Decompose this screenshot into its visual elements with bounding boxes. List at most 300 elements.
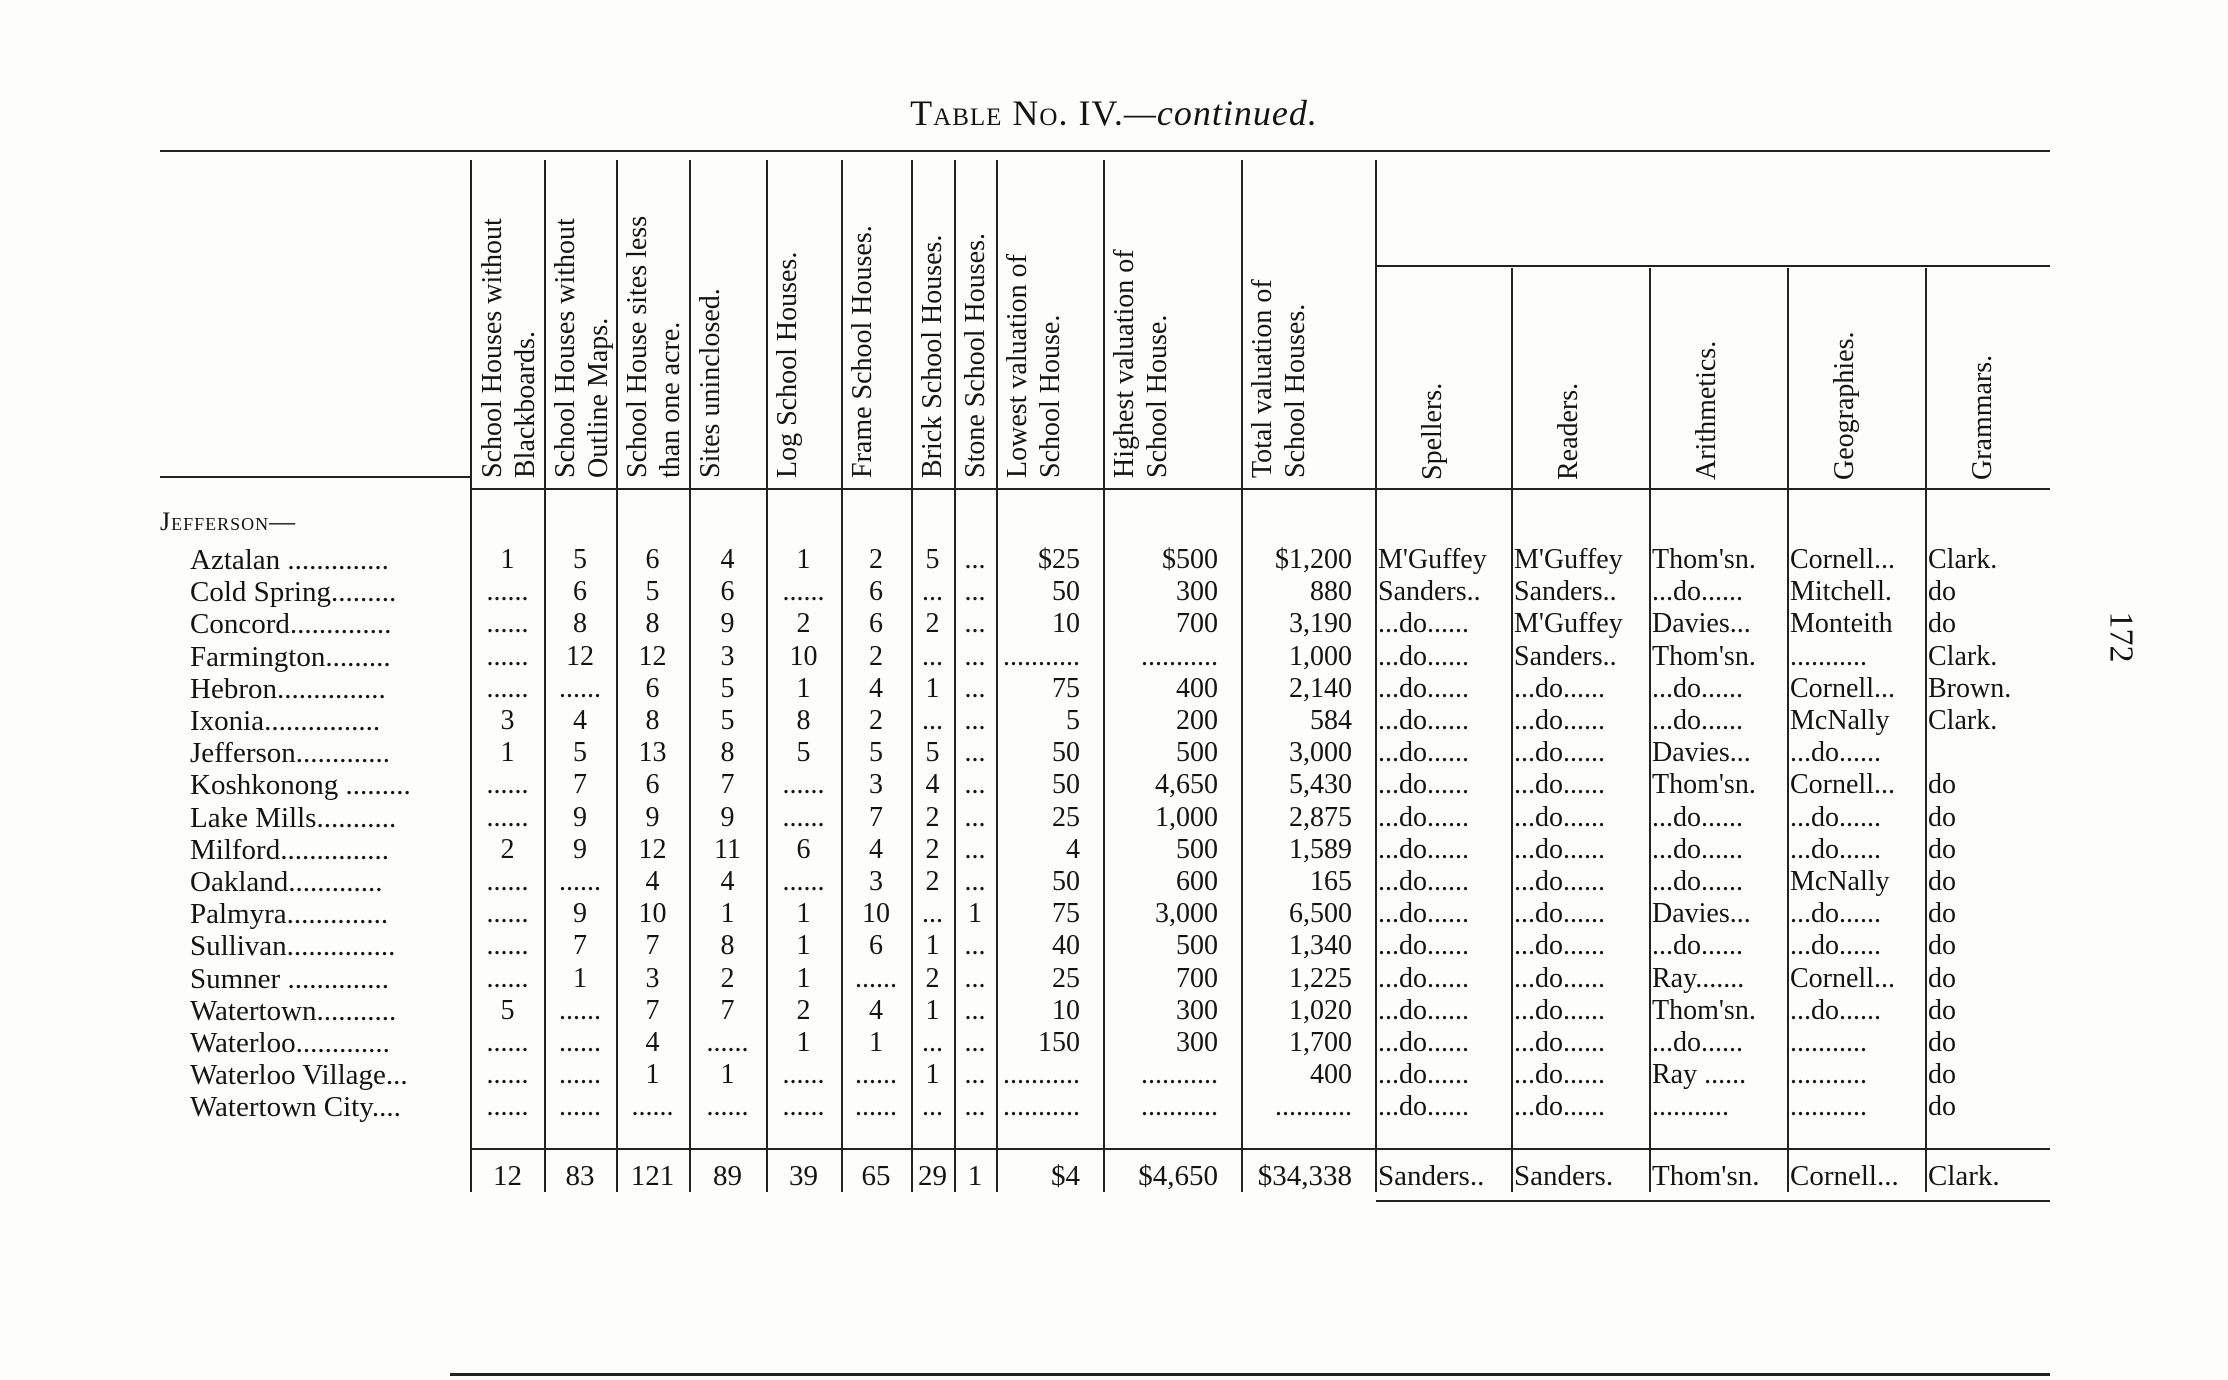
- total-cell-geographies: Cornell...: [1790, 1160, 1899, 1192]
- total-cell-stone: 1: [967, 1160, 983, 1192]
- table-cell-lowest-valuation: $25: [1038, 544, 1080, 575]
- column-divider: [1511, 268, 1513, 1192]
- table-cell-stone: 1: [968, 898, 982, 929]
- table-cell-lowest-valuation: 5: [1066, 705, 1080, 736]
- town-name: Ixonia................: [190, 705, 381, 737]
- table-cell-highest-valuation: 500: [1176, 930, 1218, 961]
- table-cell-frame: 6: [869, 576, 883, 607]
- total-cell-total-valuation: $34,338: [1257, 1160, 1352, 1192]
- table-cell-log: 1: [796, 673, 811, 704]
- table-cell-spellers: ...do......: [1378, 737, 1469, 768]
- table-cell-outline-maps: 8: [573, 608, 587, 639]
- table-cell-log: ......: [782, 1091, 825, 1122]
- column-header-spellers: Spellers.: [1417, 382, 1448, 480]
- table-cell-geographies: Monteith: [1790, 608, 1893, 639]
- column-header-grammars: Grammars.: [1967, 354, 1998, 480]
- table-cell-spellers: Sanders..: [1378, 576, 1481, 607]
- table-cell-total-valuation: 6,500: [1289, 898, 1352, 929]
- town-name: Sullivan...............: [190, 930, 396, 962]
- table-cell-total-valuation: 1,000: [1289, 641, 1352, 672]
- table-cell-stone: ...: [964, 930, 986, 961]
- table-cell-stone: ...: [964, 1091, 986, 1122]
- table-cell-small-sites: 12: [638, 641, 667, 672]
- table-cell-readers: ...do......: [1514, 769, 1605, 800]
- table-cell-total-valuation: ...........: [1275, 1091, 1352, 1122]
- table-cell-brick: ...: [922, 898, 943, 929]
- table-cell-arithmetics: ...do......: [1652, 576, 1743, 607]
- table-cell-geographies: ...do......: [1790, 834, 1881, 865]
- table-cell-blackboards: ......: [486, 930, 529, 961]
- table-cell-uninclosed: 7: [720, 995, 735, 1026]
- table-cell-spellers: ...do......: [1378, 1059, 1469, 1090]
- table-cell-brick: 2: [925, 963, 940, 994]
- table-cell-small-sites: 6: [645, 769, 660, 800]
- table-cell-grammars: Brown.: [1928, 673, 2012, 704]
- table-cell-small-sites: 8: [645, 705, 660, 736]
- table-cell-spellers: ...do......: [1378, 930, 1469, 961]
- table-cell-grammars: do: [1928, 898, 1956, 929]
- table-cell-brick: 1: [925, 1059, 940, 1090]
- page-edge-rule: [450, 1373, 2050, 1376]
- table-cell-grammars: do: [1928, 1091, 1956, 1122]
- table-cell-brick: ...: [922, 576, 943, 607]
- table-cell-small-sites: 7: [645, 930, 660, 961]
- table-cell-outline-maps: 1: [573, 963, 587, 994]
- column-header-frame: Frame School Houses.: [847, 225, 878, 478]
- table-cell-grammars: do: [1928, 608, 1956, 639]
- table-cell-grammars: Clark.: [1928, 705, 1998, 736]
- table-cell-stone: ...: [964, 1027, 986, 1058]
- table-cell-small-sites: 10: [638, 898, 667, 929]
- table-cell-total-valuation: 1,340: [1289, 930, 1352, 961]
- books-group-rule: [1376, 265, 2050, 267]
- column-header-highest-valuation: Highest valuation of School House.: [1109, 249, 1173, 478]
- table-cell-lowest-valuation: 50: [1052, 866, 1080, 897]
- table-cell-highest-valuation: $500: [1162, 544, 1218, 575]
- table-cell-frame: ......: [855, 1059, 897, 1090]
- table-cell-frame: 4: [869, 995, 883, 1026]
- table-cell-log: 1: [796, 544, 811, 575]
- table-cell-outline-maps: ......: [559, 1059, 601, 1090]
- table-cell-total-valuation: 1,700: [1289, 1027, 1352, 1058]
- total-cell-uninclosed: 89: [713, 1160, 742, 1192]
- table-cell-log: ......: [782, 866, 825, 897]
- table-cell-frame: 4: [869, 834, 883, 865]
- column-divider: [1925, 268, 1927, 1192]
- town-name: Jefferson.............: [190, 737, 391, 769]
- table-cell-readers: ...do......: [1514, 1027, 1605, 1058]
- table-cell-arithmetics: Ray ......: [1652, 1059, 1747, 1090]
- table-cell-total-valuation: 3,190: [1289, 608, 1352, 639]
- table-cell-total-valuation: 880: [1310, 576, 1352, 607]
- table-cell-outline-maps: ......: [559, 673, 601, 704]
- column-divider: [1375, 160, 1377, 1192]
- totals-rule: [472, 1148, 2050, 1150]
- table-cell-brick: 4: [925, 769, 940, 800]
- table-cell-outline-maps: 5: [573, 544, 587, 575]
- table-cell-brick: ...: [922, 1091, 943, 1122]
- table-cell-stone: ...: [964, 995, 986, 1026]
- table-cell-brick: 2: [925, 866, 940, 897]
- table-cell-grammars: do: [1928, 963, 1956, 994]
- table-cell-frame: 6: [869, 930, 883, 961]
- table-cell-readers: ...do......: [1514, 930, 1605, 961]
- table-cell-blackboards: 3: [500, 705, 515, 736]
- table-cell-highest-valuation: 400: [1176, 673, 1218, 704]
- table-cell-highest-valuation: 300: [1176, 576, 1218, 607]
- table-cell-blackboards: ......: [486, 641, 529, 672]
- table-cell-outline-maps: 9: [573, 802, 587, 833]
- column-header-blackboards: School Houses without Blackboards.: [477, 218, 541, 478]
- table-cell-grammars: do: [1928, 995, 1956, 1026]
- table-cell-log: 6: [796, 834, 811, 865]
- column-header-stone: Stone School Houses.: [960, 233, 991, 478]
- top-rule: [160, 150, 2050, 152]
- table-cell-readers: ...do......: [1514, 963, 1605, 994]
- table-cell-highest-valuation: ...........: [1141, 1091, 1218, 1122]
- table-cell-arithmetics: Davies...: [1652, 737, 1751, 768]
- table-cell-arithmetics: Davies...: [1652, 898, 1751, 929]
- table-cell-uninclosed: 4: [720, 866, 735, 897]
- table-cell-blackboards: ......: [486, 963, 529, 994]
- table-cell-total-valuation: 2,140: [1289, 673, 1352, 704]
- table-cell-total-valuation: 1,020: [1289, 995, 1352, 1026]
- town-name: Farmington.........: [190, 641, 391, 673]
- table-cell-lowest-valuation: 75: [1052, 898, 1080, 929]
- table-cell-grammars: do: [1928, 930, 1956, 961]
- table-cell-brick: 1: [925, 673, 940, 704]
- table-cell-stone: ...: [964, 834, 986, 865]
- bottom-rule: [1376, 1200, 2050, 1202]
- table-cell-highest-valuation: 1,000: [1155, 802, 1218, 833]
- town-name: Waterloo Village...: [190, 1059, 408, 1091]
- table-title-prefix: Table No. IV.: [910, 93, 1124, 133]
- table-cell-arithmetics: ...do......: [1652, 673, 1743, 704]
- total-cell-arithmetics: Thom'sn.: [1652, 1160, 1760, 1192]
- table-cell-small-sites: 6: [645, 544, 660, 575]
- table-cell-frame: 2: [869, 641, 883, 672]
- table-cell-lowest-valuation: 25: [1052, 963, 1080, 994]
- table-cell-lowest-valuation: 10: [1052, 995, 1080, 1026]
- table-cell-uninclosed: 3: [720, 641, 735, 672]
- table-cell-uninclosed: 6: [720, 576, 735, 607]
- column-header-arithmetics: Arithmetics.: [1691, 340, 1722, 480]
- table-cell-stone: ...: [964, 705, 986, 736]
- table-cell-frame: 10: [862, 898, 890, 929]
- table-cell-stone: ...: [964, 866, 986, 897]
- table-cell-log: 1: [796, 963, 811, 994]
- table-cell-blackboards: ......: [486, 673, 529, 704]
- table-cell-highest-valuation: 300: [1176, 995, 1218, 1026]
- table-cell-uninclosed: 5: [720, 705, 735, 736]
- table-cell-blackboards: ......: [486, 1059, 529, 1090]
- table-cell-geographies: ...do......: [1790, 898, 1881, 929]
- table-cell-blackboards: ......: [486, 1027, 529, 1058]
- table-cell-small-sites: 5: [645, 576, 660, 607]
- table-cell-geographies: ...do......: [1790, 995, 1881, 1026]
- table-cell-total-valuation: 165: [1310, 866, 1352, 897]
- total-cell-brick: 29: [918, 1160, 947, 1192]
- table-cell-log: 1: [796, 1027, 811, 1058]
- column-divider: [1787, 268, 1789, 1192]
- table-cell-arithmetics: Thom'sn.: [1652, 769, 1756, 800]
- table-cell-spellers: ...do......: [1378, 834, 1469, 865]
- table-cell-total-valuation: 2,875: [1289, 802, 1352, 833]
- table-cell-readers: ...do......: [1514, 673, 1605, 704]
- table-cell-frame: 1: [869, 1027, 883, 1058]
- town-name: Palmyra..............: [190, 898, 389, 930]
- table-cell-lowest-valuation: 50: [1052, 576, 1080, 607]
- table-cell-small-sites: ......: [631, 1091, 674, 1122]
- total-cell-frame: 65: [861, 1160, 891, 1192]
- table-cell-arithmetics: ...do......: [1652, 866, 1743, 897]
- table-cell-grammars: Clark.: [1928, 641, 1998, 672]
- table-cell-geographies: ...........: [1790, 1027, 1867, 1058]
- table-cell-geographies: McNally: [1790, 866, 1890, 897]
- names-column-header: [160, 277, 470, 349]
- table-cell-blackboards: ......: [486, 898, 529, 929]
- table-cell-highest-valuation: 500: [1176, 834, 1218, 865]
- table-cell-arithmetics: ...do......: [1652, 834, 1743, 865]
- table-cell-spellers: ...do......: [1378, 802, 1469, 833]
- table-cell-blackboards: 1: [500, 544, 515, 575]
- table-cell-small-sites: 13: [638, 737, 667, 768]
- table-cell-grammars: do: [1928, 1027, 1956, 1058]
- table-cell-total-valuation: 1,589: [1289, 834, 1352, 865]
- table-cell-log: 10: [789, 641, 818, 672]
- total-cell-readers: Sanders.: [1514, 1160, 1614, 1192]
- table-cell-stone: ...: [964, 1059, 986, 1090]
- table-cell-brick: ...: [922, 705, 943, 736]
- table-cell-frame: 5: [869, 737, 883, 768]
- column-divider: [1649, 268, 1651, 1192]
- town-name: Lake Mills...........: [190, 802, 397, 834]
- table-cell-blackboards: ......: [486, 1091, 529, 1122]
- table-cell-grammars: [1928, 737, 2050, 769]
- table-cell-lowest-valuation: 25: [1052, 802, 1080, 833]
- table-cell-spellers: M'Guffey: [1378, 544, 1487, 575]
- table-cell-geographies: ...do......: [1790, 802, 1881, 833]
- table-cell-small-sites: 8: [645, 608, 660, 639]
- table-cell-arithmetics: Ray.......: [1652, 963, 1745, 994]
- town-name: Hebron...............: [190, 673, 386, 705]
- table-cell-frame: ......: [855, 963, 897, 994]
- table-cell-readers: M'Guffey: [1514, 608, 1623, 639]
- table-cell-blackboards: 2: [500, 834, 515, 865]
- column-header-readers: Readers.: [1553, 382, 1584, 480]
- table-cell-uninclosed: 9: [720, 802, 735, 833]
- table-cell-brick: 5: [925, 544, 940, 575]
- table-cell-lowest-valuation: ...........: [1003, 1091, 1080, 1122]
- table-cell-outline-maps: 12: [566, 641, 594, 672]
- table-cell-readers: ...do......: [1514, 737, 1605, 768]
- total-cell-log: 39: [789, 1160, 818, 1192]
- table-cell-arithmetics: ...do......: [1652, 705, 1743, 736]
- table-cell-spellers: ...do......: [1378, 641, 1469, 672]
- table-cell-brick: 1: [925, 995, 940, 1026]
- table-cell-stone: ...: [964, 673, 986, 704]
- table-cell-highest-valuation: 600: [1176, 866, 1218, 897]
- table-cell-spellers: ...do......: [1378, 866, 1469, 897]
- table-cell-spellers: ...do......: [1378, 673, 1469, 704]
- table-cell-frame: 3: [869, 769, 883, 800]
- table-cell-highest-valuation: 4,650: [1155, 769, 1218, 800]
- town-name: Cold Spring.........: [190, 576, 397, 608]
- table-cell-uninclosed: ......: [706, 1091, 749, 1122]
- town-name: Oakland.............: [190, 866, 383, 898]
- table-cell-small-sites: 4: [645, 1027, 660, 1058]
- table-cell-small-sites: 6: [645, 673, 660, 704]
- table-cell-outline-maps: ......: [559, 1027, 601, 1058]
- table-cell-readers: ...do......: [1514, 898, 1605, 929]
- table-cell-outline-maps: 4: [573, 705, 587, 736]
- table-cell-stone: ...: [964, 963, 986, 994]
- table-cell-brick: 5: [925, 737, 940, 768]
- table-cell-lowest-valuation: 50: [1052, 769, 1080, 800]
- table-cell-readers: ...do......: [1514, 802, 1605, 833]
- total-cell-spellers: Sanders..: [1378, 1160, 1485, 1192]
- table-cell-brick: ...: [922, 1027, 943, 1058]
- town-name: Watertown...........: [190, 995, 397, 1027]
- table-cell-outline-maps: 5: [573, 737, 587, 768]
- table-cell-highest-valuation: 700: [1176, 608, 1218, 639]
- town-name: Milford...............: [190, 834, 389, 866]
- table-cell-log: ......: [782, 769, 825, 800]
- table-cell-uninclosed: 11: [714, 834, 741, 865]
- table-cell-readers: M'Guffey: [1514, 544, 1623, 575]
- books-group-header: [1376, 190, 2050, 230]
- table-cell-spellers: ...do......: [1378, 995, 1469, 1026]
- table-cell-stone: ...: [964, 608, 986, 639]
- column-header-small-sites: School House sites less than one acre.: [622, 215, 686, 478]
- page-number: 172: [2102, 611, 2140, 663]
- table-cell-highest-valuation: 300: [1176, 1027, 1218, 1058]
- table-cell-log: ......: [782, 576, 825, 607]
- table-cell-stone: ...: [964, 641, 986, 672]
- table-cell-uninclosed: 8: [720, 930, 735, 961]
- table-cell-blackboards: ......: [486, 576, 529, 607]
- table-cell-lowest-valuation: 4: [1066, 834, 1080, 865]
- table-cell-readers: ...do......: [1514, 1091, 1605, 1122]
- total-cell-lowest-valuation: $4: [1051, 1160, 1080, 1192]
- table-cell-lowest-valuation: 75: [1052, 673, 1080, 704]
- town-name: Sumner ..............: [190, 963, 389, 995]
- table-cell-arithmetics: ...do......: [1652, 930, 1743, 961]
- table-cell-readers: Sanders..: [1514, 641, 1617, 672]
- table-cell-uninclosed: 1: [720, 1059, 735, 1090]
- total-cell-grammars: Clark.: [1928, 1160, 2000, 1192]
- table-cell-outline-maps: 9: [573, 834, 587, 865]
- column-header-lowest-valuation: Lowest valuation of School House.: [1002, 254, 1066, 478]
- table-cell-grammars: do: [1928, 802, 1956, 833]
- town-name: Koshkonong .........: [190, 769, 411, 801]
- table-cell-uninclosed: 4: [720, 544, 735, 575]
- table-cell-stone: ...: [964, 737, 986, 768]
- table-cell-grammars: do: [1928, 769, 1956, 800]
- table-cell-brick: 2: [925, 802, 940, 833]
- table-cell-log: 8: [796, 705, 811, 736]
- table-cell-geographies: McNally: [1790, 705, 1890, 736]
- table-cell-frame: 2: [869, 544, 883, 575]
- table-cell-highest-valuation: ...........: [1141, 641, 1218, 672]
- table-cell-small-sites: 1: [645, 1059, 660, 1090]
- table-cell-outline-maps: ......: [559, 1091, 601, 1122]
- town-name: Aztalan ..............: [190, 544, 389, 576]
- table-cell-readers: ...do......: [1514, 834, 1605, 865]
- table-cell-frame: 2: [869, 705, 883, 736]
- table-cell-geographies: Cornell...: [1790, 673, 1895, 704]
- town-name: Waterloo.............: [190, 1027, 390, 1059]
- table-cell-total-valuation: 5,430: [1289, 769, 1352, 800]
- table-cell-readers: ...do......: [1514, 1059, 1605, 1090]
- table-cell-uninclosed: 1: [720, 898, 735, 929]
- table-cell-geographies: ...do......: [1790, 737, 1881, 768]
- column-header-outline-maps: School Houses without Outline Maps.: [550, 218, 614, 478]
- table-cell-lowest-valuation: 10: [1052, 608, 1080, 639]
- column-header-total-valuation: Total valuation of School Houses.: [1247, 279, 1311, 478]
- table-cell-stone: ...: [964, 576, 986, 607]
- table-cell-geographies: Cornell...: [1790, 963, 1895, 994]
- table-cell-lowest-valuation: 150: [1038, 1027, 1080, 1058]
- table-cell-log: ......: [782, 802, 825, 833]
- table-cell-frame: 3: [869, 866, 883, 897]
- table-cell-arithmetics: ...do......: [1652, 802, 1743, 833]
- header-bottom-rule-names: [160, 476, 470, 478]
- table-cell-brick: 1: [925, 930, 940, 961]
- table-cell-grammars: do: [1928, 1059, 1956, 1090]
- table-cell-log: 1: [796, 898, 811, 929]
- column-header-geographies: Geographies.: [1829, 331, 1860, 480]
- table-cell-highest-valuation: 500: [1176, 737, 1218, 768]
- table-cell-small-sites: 3: [645, 963, 660, 994]
- table-cell-highest-valuation: 200: [1176, 705, 1218, 736]
- table-cell-readers: ...do......: [1514, 995, 1605, 1026]
- table-cell-outline-maps: 6: [573, 576, 587, 607]
- table-cell-arithmetics: ...........: [1652, 1091, 1729, 1122]
- table-cell-spellers: ...do......: [1378, 1091, 1469, 1122]
- table-cell-blackboards: ......: [486, 608, 529, 639]
- table-cell-grammars: do: [1928, 866, 1956, 897]
- table-cell-log: 1: [796, 930, 811, 961]
- table-cell-geographies: ...........: [1790, 1059, 1867, 1090]
- table-cell-outline-maps: ......: [559, 995, 601, 1026]
- table-cell-outline-maps: ......: [559, 866, 601, 897]
- table-cell-lowest-valuation: ...........: [1003, 641, 1080, 672]
- table-cell-total-valuation: 584: [1310, 705, 1352, 736]
- table-cell-uninclosed: 9: [720, 608, 735, 639]
- table-cell-highest-valuation: ...........: [1141, 1059, 1218, 1090]
- table-cell-log: 2: [796, 608, 811, 639]
- table-cell-total-valuation: 3,000: [1289, 737, 1352, 768]
- table-cell-geographies: ...do......: [1790, 930, 1881, 961]
- table-cell-frame: ......: [855, 1091, 897, 1122]
- total-cell-blackboards: 12: [493, 1160, 522, 1192]
- table-cell-readers: ...do......: [1514, 866, 1605, 897]
- table-cell-spellers: ...do......: [1378, 705, 1469, 736]
- table-title-suffix: —continued.: [1123, 93, 1318, 133]
- table-cell-frame: 6: [869, 608, 883, 639]
- table-cell-uninclosed: 2: [720, 963, 735, 994]
- table-cell-blackboards: ......: [486, 866, 529, 897]
- table-cell-geographies: Cornell...: [1790, 769, 1895, 800]
- table-cell-small-sites: 9: [645, 802, 660, 833]
- table-cell-small-sites: 7: [645, 995, 660, 1026]
- table-cell-geographies: Cornell...: [1790, 544, 1895, 575]
- table-cell-frame: 7: [869, 802, 883, 833]
- table-cell-arithmetics: Thom'sn.: [1652, 995, 1756, 1026]
- table-cell-highest-valuation: 700: [1176, 963, 1218, 994]
- table-cell-lowest-valuation: 40: [1052, 930, 1080, 961]
